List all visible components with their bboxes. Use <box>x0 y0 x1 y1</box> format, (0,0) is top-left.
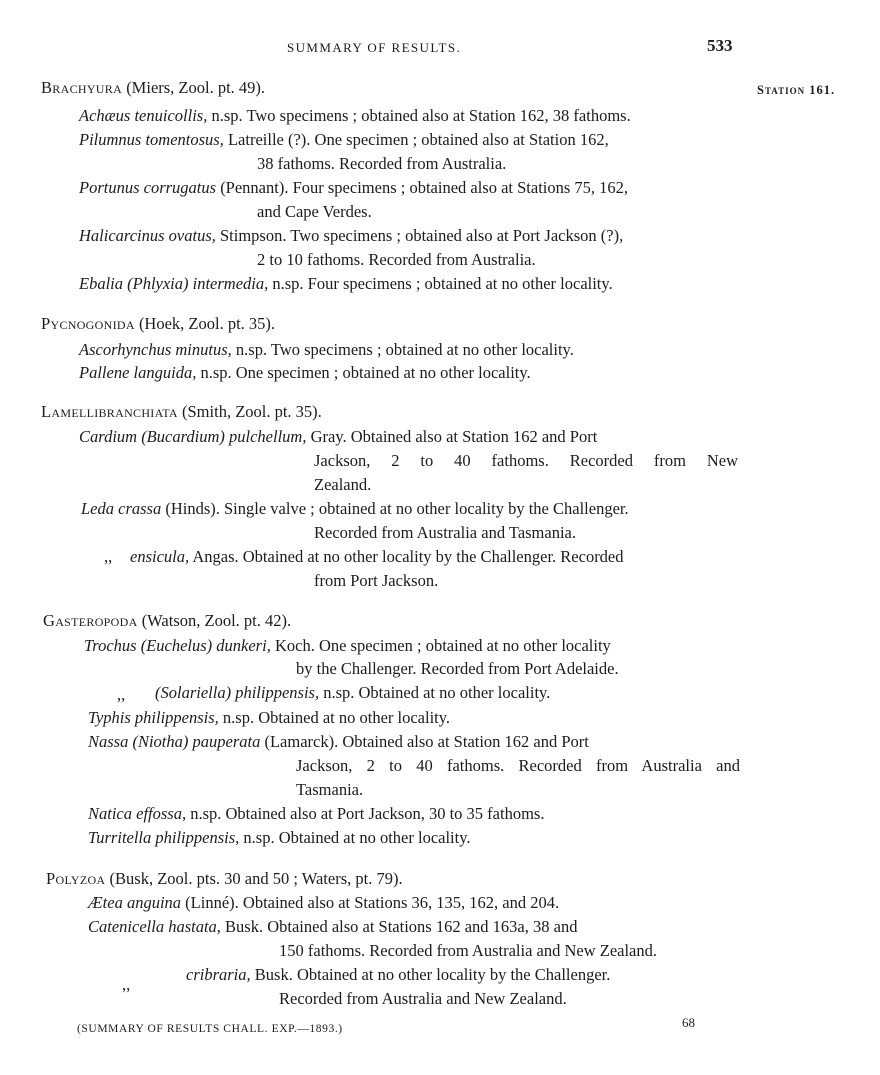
entry-halicarcinus-cont: 2 to 10 fathoms. Recorded from Australia. <box>257 250 536 269</box>
entry-portunus: Portunus corrugatus (Pennant). Four specimens ; obtained also at Stations 75, 162, <box>79 178 629 197</box>
entry-leda: Leda crassa (Hinds). Single valve ; obtained at no other locality by the Challenger. <box>81 499 629 518</box>
section-heading-polyzoa: Polyzoa (Busk, Zool. pts. 30 and 50 ; Waters, pt. 79). <box>46 869 403 888</box>
entry-typhis: Typhis philippensis, n.sp. Obtained at no other locality. <box>88 708 451 727</box>
entry-solariella: (Solariella) philippensis, n.sp. Obtained at no other locality. <box>155 683 551 702</box>
entry-leda-cont: Recorded from Australia and Tasmania. <box>314 523 577 542</box>
section-heading-gasteropoda: Gasteropoda (Watson, Zool. pt. 42). <box>43 611 292 630</box>
entry-portunus-cont: and Cape Verdes. <box>257 202 372 221</box>
entry-cribraria-cont: Recorded from Australia and New Zealand. <box>279 989 567 1008</box>
entry-pilumnus: Pilumnus tomentosus, Latreille (?). One specimen ; obtained also at Station 162, <box>79 130 609 149</box>
entry-nassa-cont1: Jackson, 2 to 40 fathoms. Recorded from Australia and <box>296 756 740 775</box>
entry-catenicella: Catenicella hastata, Busk. Obtained also at Stations 162 and 163a, 38 and <box>88 917 578 936</box>
entry-catenicella-cont: 150 fathoms. Recorded from Australia and New Zealand. <box>279 941 658 960</box>
entry-cribraria: cribraria, Busk. Obtained at no other locality by the Challenger. <box>186 965 611 984</box>
footer-citation: (SUMMARY OF RESULTS CHALL. EXP.—1893.) <box>77 1023 343 1035</box>
entry-cardium: Cardium (Bucardium) pulchellum, Gray. Obtained also at Station 162 and Port <box>79 427 598 446</box>
entry-pallene: Pallene languida, n.sp. One specimen ; obtained at no other locality. <box>79 363 531 382</box>
section-heading-pycnogonida: Pycnogonida (Hoek, Zool. pt. 35). <box>41 314 276 333</box>
ditto-mark: ,, <box>122 975 131 994</box>
entry-nassa-cont2: Tasmania. <box>296 780 364 799</box>
page-number: 533 <box>707 36 733 55</box>
entry-achaeus: Achæus tenuicollis, n.sp. Two specimens ; obtained also at Station 162, 38 fathoms. <box>79 106 631 125</box>
station-label: Station 161. <box>757 83 836 97</box>
section-heading-lamellibranchiata: Lamellibranchiata (Smith, Zool. pt. 35). <box>41 402 322 421</box>
entry-ebalia: Ebalia (Phlyxia) intermedia, n.sp. Four specimens ; obtained at no other locality. <box>79 274 613 293</box>
entry-ascorhynchus: Ascorhynchus minutus, n.sp. Two specimens ; obtained at no other locality. <box>79 340 574 359</box>
entry-ensicula-cont: from Port Jackson. <box>314 571 439 590</box>
section-heading-brachyura: Brachyura (Miers, Zool. pt. 49). <box>41 78 266 97</box>
entry-ensicula: ensicula, Angas. Obtained at no other locality by the Challenger. Recorded <box>130 547 624 566</box>
entry-halicarcinus: Halicarcinus ovatus, Stimpson. Two specimens ; obtained also at Port Jackson (?), <box>79 226 624 245</box>
entry-aetea: Ætea anguina (Linné). Obtained also at Stations 36, 135, 162, and 204. <box>88 893 560 912</box>
running-title: SUMMARY OF RESULTS. <box>287 40 462 55</box>
entry-cardium-cont2: Zealand. <box>314 475 372 494</box>
ditto-mark: ,, <box>117 685 126 704</box>
ditto-mark: ,, <box>104 547 113 566</box>
entry-natica: Natica effossa, n.sp. Obtained also at Port Jackson, 30 to 35 fathoms. <box>88 804 545 823</box>
signature-mark: 68 <box>682 1015 695 1030</box>
entry-trochus-cont: by the Challenger. Recorded from Port Adelaide. <box>296 659 619 678</box>
entry-turritella: Turritella philippensis, n.sp. Obtained at no other locality. <box>88 828 471 847</box>
entry-cardium-cont1: Jackson, 2 to 40 fathoms. Recorded from New <box>314 451 738 470</box>
entry-pilumnus-cont: 38 fathoms. Recorded from Australia. <box>257 154 507 173</box>
entry-nassa: Nassa (Niotha) pauperata (Lamarck). Obtained also at Station 162 and Port <box>88 732 589 751</box>
entry-trochus: Trochus (Euchelus) dunkeri, Koch. One specimen ; obtained at no other locality <box>84 636 611 655</box>
